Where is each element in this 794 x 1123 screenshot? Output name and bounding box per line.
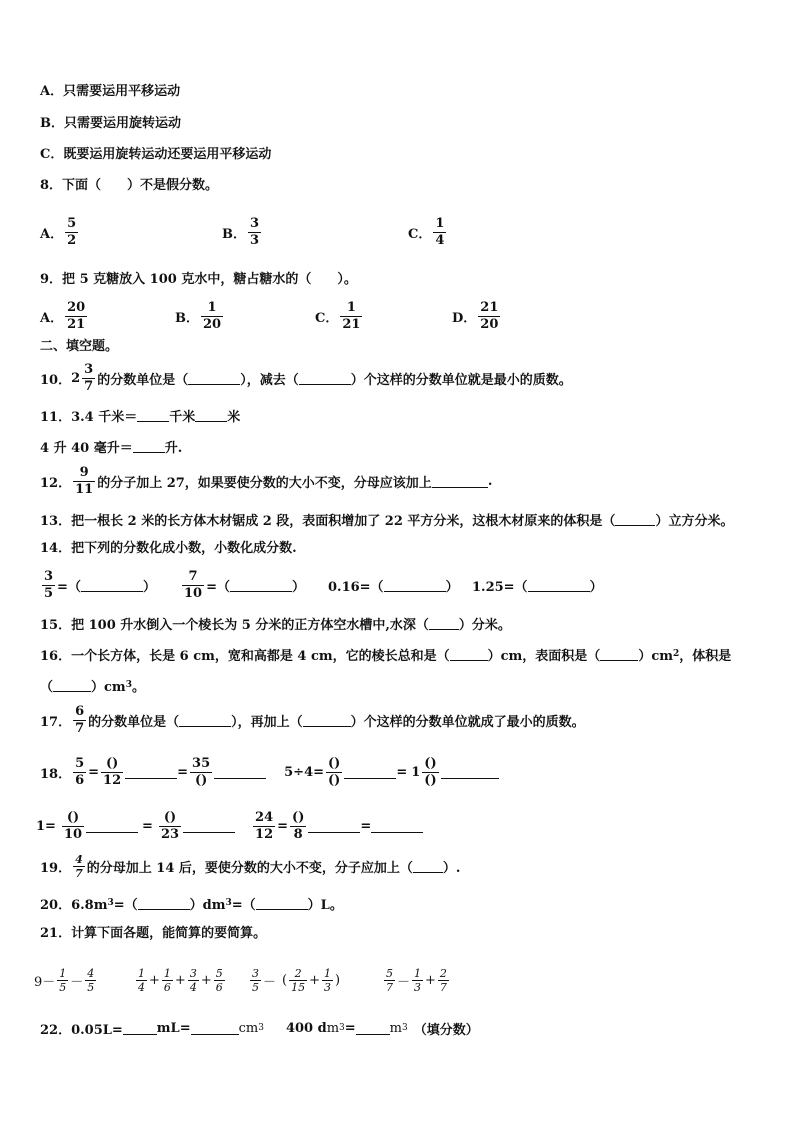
q7-option-b: B．只需要运用旋转运动 — [40, 116, 181, 131]
answer-blank[interactable] — [600, 648, 638, 661]
q21-stem: 21．计算下面各题，能简算的要简算。 — [40, 926, 267, 941]
fraction: $\frac{()}{8}$ — [292, 809, 305, 842]
answer-blank[interactable] — [308, 820, 360, 833]
answer-blank[interactable] — [256, 897, 308, 910]
fraction: $\frac{9}{11}$ — [75, 464, 94, 497]
answer-blank[interactable] — [356, 1022, 390, 1035]
q14-stem: 14．把下列的分数化成小数，小数化成分数. — [40, 541, 297, 556]
answer-blank[interactable] — [191, 1022, 239, 1035]
fraction: $\frac{1}{4}$ — [138, 966, 145, 994]
fraction: $\frac{5}{7}$ — [386, 966, 393, 994]
fraction: $\frac{6}{7}$ — [75, 703, 85, 736]
fraction: $\frac{3}{5}$ — [44, 568, 54, 601]
answer-blank[interactable] — [441, 766, 499, 779]
q7-option-a: A．只需要运用平移运动 — [40, 84, 181, 99]
fraction: $\frac{20}{21}$ — [67, 299, 86, 332]
answer-blank[interactable] — [125, 766, 177, 779]
q7-option-c: C．既要运用旋转运动还要运用平移运动 — [40, 147, 272, 162]
answer-blank[interactable] — [183, 820, 235, 833]
answer-blank[interactable] — [81, 579, 143, 592]
q21-expr-4: $\frac{5}{7}$ － $\frac{1}{3}$ + $\frac{2}{7}$ — [386, 966, 447, 994]
q9-option-b: B． $\frac{1}{20}$ — [175, 299, 222, 332]
q18-row-2: 1= $\frac{()}{10}$ = $\frac{()}{23}$ $\frac{24}{12}$ = $\frac{()}{8}$ = — [36, 806, 423, 846]
q8-option-a: A． $\frac{5}{2}$ — [40, 215, 77, 248]
q9-option-d: D． $\frac{21}{20}$ — [452, 299, 499, 332]
q18-row-1: 18． $\frac{5}{6}$ = $\frac{()}{12}$ = $\frac{35}{()}$ 5÷4= $\frac{()}{()}$ = 1 $\frac{()}{()}$ — [40, 752, 499, 792]
fraction: $\frac{7}{10}$ — [184, 568, 203, 601]
fraction: $\frac{1}{3}$ — [324, 966, 331, 994]
fraction: $\frac{21}{20}$ — [480, 299, 499, 332]
answer-blank[interactable] — [133, 440, 165, 453]
answer-blank[interactable] — [450, 648, 488, 661]
fraction: $\frac{1}{5}$ — [59, 966, 67, 994]
answer-blank[interactable] — [371, 820, 423, 833]
answer-blank[interactable] — [179, 714, 231, 727]
answer-blank[interactable] — [429, 617, 459, 630]
answer-blank[interactable] — [413, 860, 443, 873]
answer-blank[interactable] — [137, 409, 169, 422]
fraction: $\frac{35}{()}$ — [192, 755, 211, 788]
q8-option-c: C． $\frac{1}{4}$ — [408, 215, 445, 248]
fraction: $\frac{1}{4}$ — [435, 215, 445, 248]
fraction: $\frac{4}{5}$ — [87, 966, 95, 994]
answer-blank[interactable] — [384, 579, 446, 592]
q19: 19． $\frac{4}{7}$ 的分母加上 14 后，要使分数的大小不变，分子应加上（ ）. — [40, 852, 461, 880]
q11-line2: 4 升 40 毫升＝ 升. — [40, 440, 183, 456]
fraction: $\frac{1}{20}$ — [203, 299, 222, 332]
answer-blank[interactable] — [344, 766, 396, 779]
mixed-number: 2 $\frac{3}{7}$ — [71, 361, 94, 394]
q13: 13．把一根长 2 米的长方体木材锯成 2 段，表面积增加了 22 平方分米，这根木材原来的体积是（ ）立方分米。 — [40, 513, 734, 529]
q10: 10． 2 $\frac{3}{7}$ 的分数单位是（ ），减去（ ）个这样的分数单位就是最小的质数。 — [40, 361, 572, 394]
q16-line2: （ ）cm 3 。 — [40, 679, 145, 695]
q9-option-c: C． $\frac{1}{21}$ — [315, 299, 361, 332]
answer-blank[interactable] — [432, 475, 488, 488]
q9-stem: 9．把 5 克糖放入 100 克水中，糖占糖水的（ ）。 — [40, 272, 357, 287]
fraction: $\frac{3}{5}$ — [252, 966, 259, 994]
q8-stem: 8．下面（ ）不是假分数。 — [40, 178, 219, 193]
q15: 15．把 100 升水倒入一个棱长为 5 分米的正方体空水槽中,水深（ ）分米。 — [40, 617, 511, 633]
q9-option-a: A． $\frac{20}{21}$ — [40, 299, 86, 332]
fraction: $\frac{()}{12}$ — [103, 755, 122, 788]
answer-blank[interactable] — [138, 897, 190, 910]
q11-line1: 11．3.4 千米＝ 千米 米 — [40, 409, 241, 425]
q8-option-b: B． $\frac{3}{3}$ — [222, 215, 260, 248]
fraction: $\frac{()}{10}$ — [63, 809, 83, 842]
fraction: $\frac{3}{3}$ — [250, 215, 260, 248]
fraction: $\frac{5}{6}$ — [215, 966, 223, 994]
answer-blank[interactable] — [188, 372, 240, 385]
fraction: $\frac{()}{()}$ — [424, 755, 437, 788]
fraction: $\frac{1}{6}$ — [163, 966, 171, 994]
fraction: $\frac{4}{7}$ — [75, 852, 83, 880]
answer-blank[interactable] — [303, 714, 351, 727]
answer-blank[interactable] — [86, 820, 138, 833]
answer-blank[interactable] — [299, 372, 351, 385]
q22: 22．0.05L= mL= c m 3 400 d m 3 = m 3 （填分数） — [40, 1020, 479, 1038]
q16-line1: 16．一个长方体，长是 6 cm，宽和高都是 4 cm，它的棱长总和是（ ）cm，表面积是（ ）cm 2 ，体积是 — [40, 648, 732, 664]
answer-blank[interactable] — [528, 579, 590, 592]
answer-blank[interactable] — [53, 679, 91, 692]
answer-blank[interactable] — [214, 766, 266, 779]
answer-blank[interactable] — [123, 1022, 157, 1035]
fraction: $\frac{()}{()}$ — [328, 755, 341, 788]
q14-item-1: $\frac{3}{5}$ =（ ） — [44, 568, 156, 601]
q14-item-3: 0.16=（ ） — [328, 579, 459, 595]
q21-expr-3: $\frac{3}{5}$ － ( $\frac{2}{15}$ + $\frac{1}{3}$ ) — [252, 966, 341, 994]
fraction: $\frac{2}{15}$ — [291, 966, 306, 994]
q17: 17． $\frac{6}{7}$ 的分数单位是（ ），再加上（ ）个这样的分数单位就成了最小的质数。 — [40, 703, 585, 736]
answer-blank[interactable] — [615, 513, 655, 526]
q14-item-2: $\frac{7}{10}$ =（ ） — [184, 568, 306, 601]
fraction: $\frac{3}{4}$ — [189, 966, 197, 994]
section-title: 二、填空题。 — [40, 339, 119, 354]
answer-blank[interactable] — [230, 579, 292, 592]
q12: 12． $\frac{9}{11}$ 的分子加上 27，如果要使分数的大小不变，分母应该加上 . — [40, 464, 493, 497]
q20: 20．6.8m 3 =（ ）dm 3 =（ ）L。 — [40, 897, 343, 913]
fraction: $\frac{5}{6}$ — [75, 755, 85, 788]
fraction: $\frac{24}{12}$ — [255, 809, 274, 842]
q21-expr-1: 9－ $\frac{1}{5}$ － $\frac{4}{5}$ — [34, 966, 95, 994]
fraction: $\frac{1}{21}$ — [342, 299, 361, 332]
q14-item-4: 1.25=（ ） — [472, 579, 603, 595]
fraction: $\frac{2}{7}$ — [439, 966, 447, 994]
answer-blank[interactable] — [195, 409, 227, 422]
fraction: $\frac{5}{2}$ — [67, 215, 77, 248]
q21-expr-2: $\frac{1}{4}$ + $\frac{1}{6}$ + $\frac{3}{4}$ + $\frac{5}{6}$ — [138, 966, 223, 994]
fraction: $\frac{()}{23}$ — [160, 809, 180, 842]
fraction: $\frac{1}{3}$ — [414, 966, 422, 994]
